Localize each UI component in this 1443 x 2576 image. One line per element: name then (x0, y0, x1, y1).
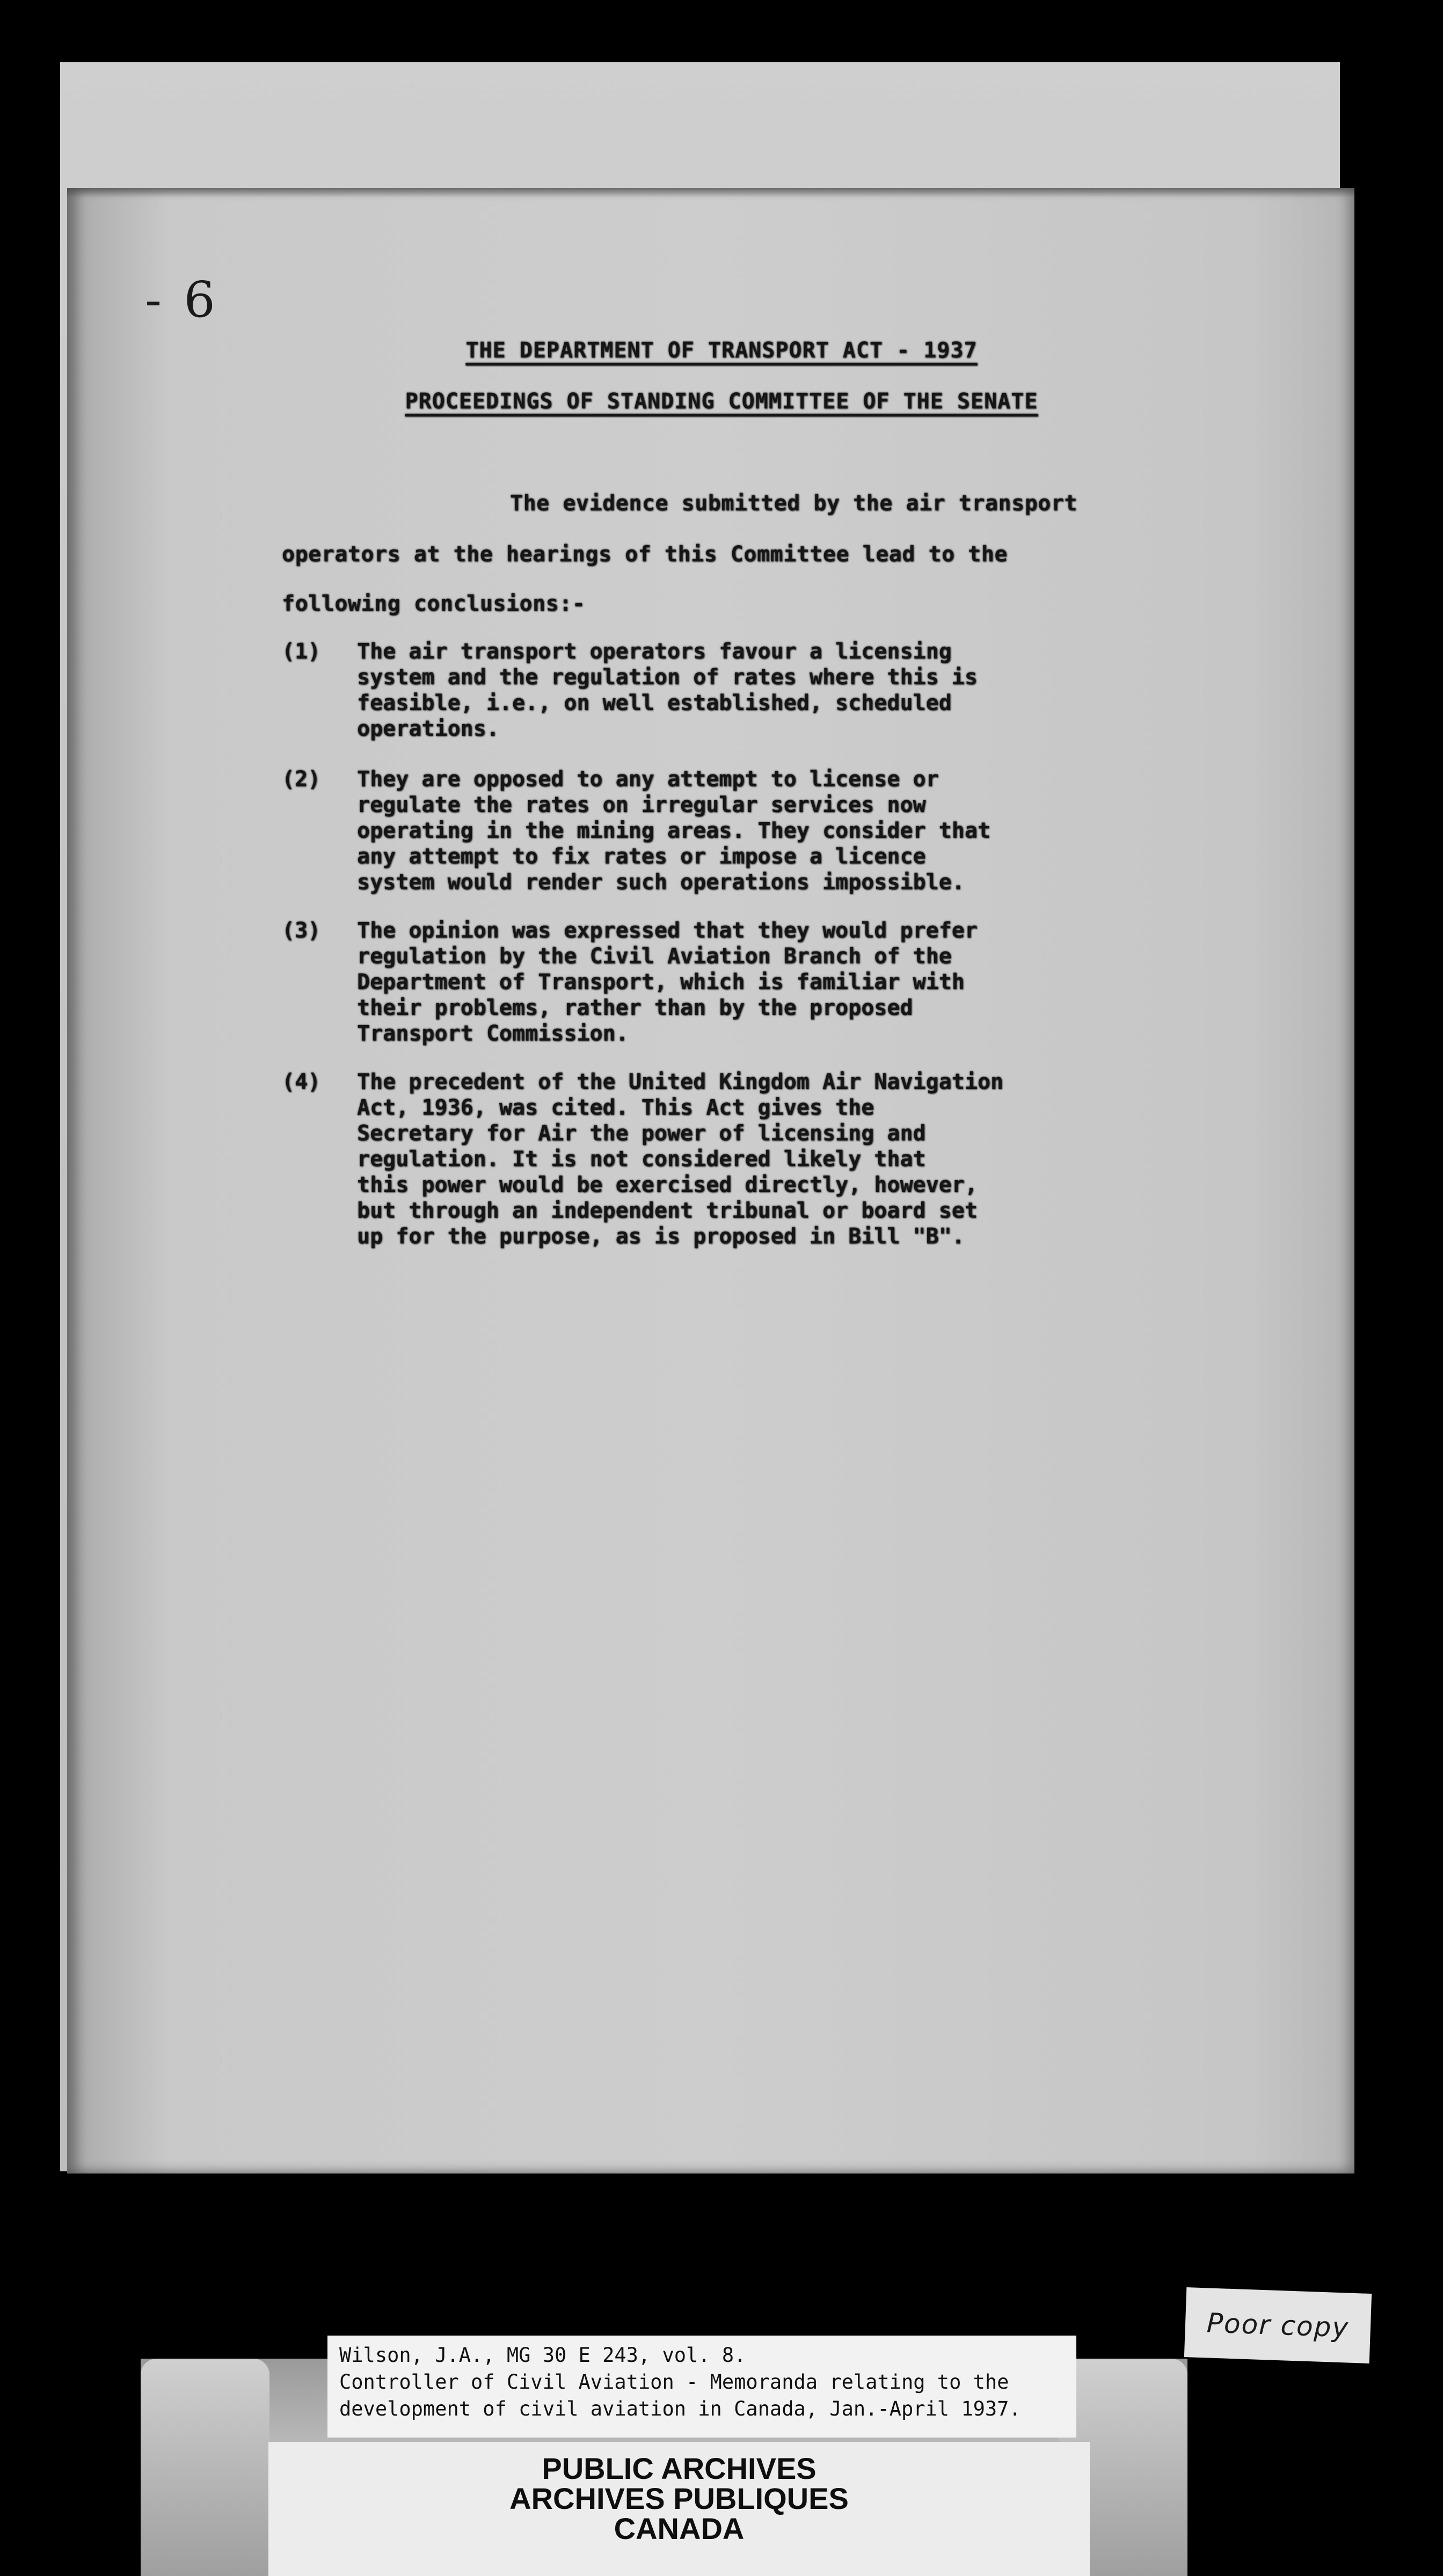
archive-mount-tab-left (141, 2359, 269, 2576)
conclusion-number: (2) (282, 767, 321, 792)
intro-paragraph-line: operators at the hearings of this Committee lead to the (282, 542, 1008, 567)
intro-paragraph-line: The evidence submitted by the air transport (510, 491, 1078, 516)
intro-paragraph-line: following conclusions:- (282, 591, 586, 616)
conclusion-text: The air transport operators favour a licensing system and the regulation of rates where this is feasible, i.e., on well established, scheduled operations. (357, 639, 978, 741)
stamp-line: CANADA (614, 2512, 745, 2545)
reference-line: development of civil aviation in Canada, Jan.-April 1937. (339, 2397, 1021, 2420)
poor-copy-note: Poor copy (1184, 2287, 1372, 2363)
archive-reference-label (327, 2336, 1076, 2438)
stamp-line: PUBLIC ARCHIVES (542, 2451, 817, 2485)
stamp-line: ARCHIVES PUBLIQUES (509, 2482, 849, 2515)
document-heading: THE DEPARTMENT OF TRANSPORT ACT - 1937 (465, 338, 978, 363)
conclusion-text: The precedent of the United Kingdom Air Navigation Act, 1936, was cited. This Act gives the Secretary for Air the power of licensing and regulation. It is not considered likely that this power would be exercised directly, however, but through an independent tribunal or board set up for the purpose, as is proposed in Bill "B". (357, 1070, 1004, 1249)
reference-line: Wilson, J.A., MG 30 E 243, vol. 8. (339, 2344, 746, 2367)
conclusion-text: The opinion was expressed that they would prefer regulation by the Civil Aviation Branch of the Department of Transport, which is familiar with their problems, rather than by the proposed Transport Commission. (357, 918, 978, 1046)
page-number-mark: - 6 (145, 271, 218, 328)
document-subheading: PROCEEDINGS OF STANDING COMMITTEE OF THE SENATE (405, 389, 1038, 414)
reference-line: Controller of Civil Aviation - Memoranda relating to the (339, 2370, 1009, 2394)
public-archives-stamp (268, 2442, 1090, 2576)
conclusion-number: (1) (282, 639, 321, 664)
conclusion-number: (3) (282, 918, 321, 943)
conclusion-text: They are opposed to any attempt to license or regulate the rates on irregular services now operating in the mining areas. They consider that any attempt to fix rates or impose a licence system would render such operations impossible. (357, 767, 991, 895)
conclusion-number: (4) (282, 1070, 321, 1094)
